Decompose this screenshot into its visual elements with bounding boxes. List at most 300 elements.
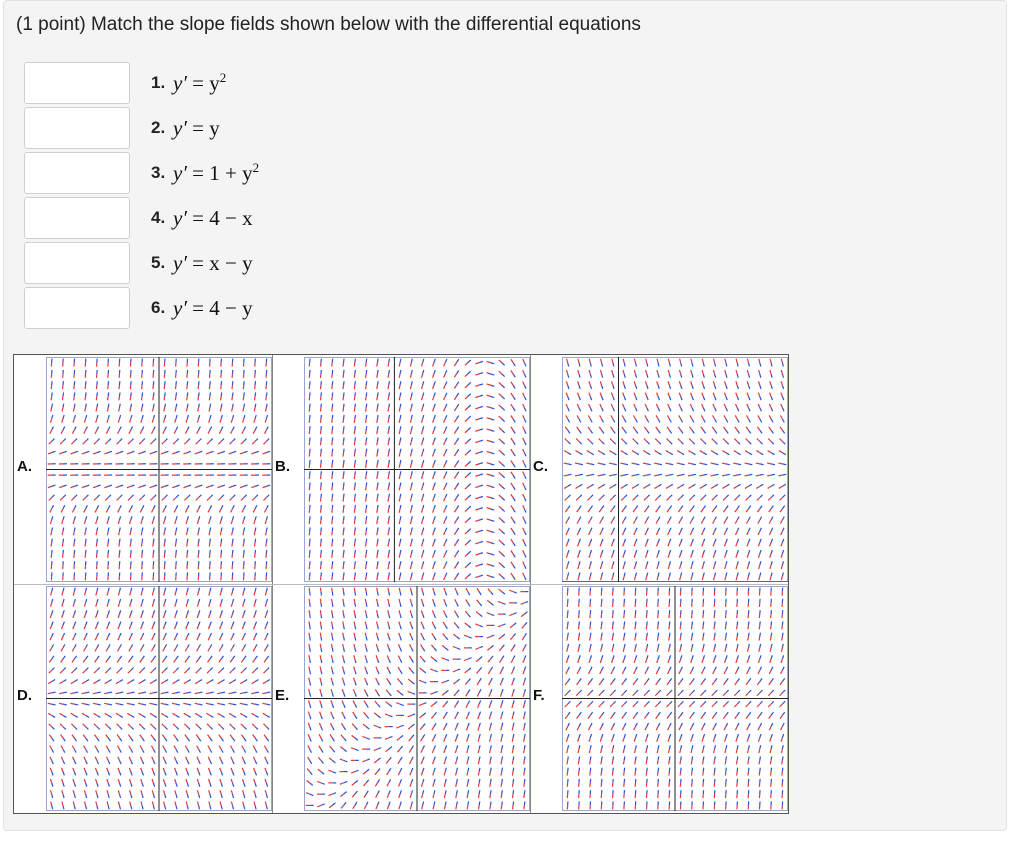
slope-segment (354, 621, 355, 625)
slope-segment (63, 404, 64, 408)
slope-segment (165, 692, 169, 693)
slope-segment (400, 539, 401, 543)
slope-segment (104, 703, 108, 704)
slope-segment (130, 408, 131, 412)
slope-segment (51, 543, 52, 547)
slope-segment (97, 704, 101, 705)
slope-segment (377, 561, 378, 565)
slope-segment (310, 648, 311, 652)
slope-segment (586, 475, 590, 476)
slope-segment (343, 588, 344, 592)
slope-segment (63, 704, 67, 705)
slope-segment (175, 543, 176, 547)
slope-segment (221, 692, 225, 693)
equation-number: 6. (151, 298, 166, 317)
equation-number: 2. (151, 118, 166, 137)
slope-segment (86, 527, 87, 531)
slope-segment (748, 768, 749, 772)
slope-segment (142, 527, 143, 531)
slope-segment (478, 794, 479, 798)
slope-segment (366, 374, 367, 378)
slope-segment (355, 449, 356, 453)
slope-segment (354, 498, 355, 502)
slope-segment (677, 475, 681, 476)
slope-segment (354, 576, 355, 580)
slope-segment (221, 543, 222, 547)
slope-segment (198, 543, 199, 547)
slope-segment (344, 561, 345, 565)
slope-segment (502, 768, 503, 772)
slope-segment (457, 801, 458, 805)
slope-segment (703, 464, 707, 465)
slope-segment (355, 572, 356, 576)
slope-segment (70, 693, 74, 694)
slope-segment (195, 703, 199, 704)
slope-segment (343, 509, 344, 513)
slope-segment (388, 475, 389, 479)
slope-field-grid (13, 354, 789, 814)
slope-segment (725, 637, 726, 641)
slope-segment (377, 592, 378, 596)
slope-segment (623, 637, 624, 641)
slope-segment (164, 531, 165, 535)
slope-segment (759, 760, 760, 764)
slope-segment (646, 772, 647, 776)
slope-segment (389, 592, 390, 596)
slope-segment (760, 474, 764, 475)
slope-segment (63, 539, 64, 543)
slope-segment (759, 637, 760, 641)
slope-segment (142, 704, 146, 705)
slope-segment (366, 396, 367, 400)
slope-segment (377, 419, 378, 423)
slope-segment (187, 404, 188, 408)
slope-segment (722, 463, 726, 464)
slope-segment (726, 474, 730, 475)
slope-segment (377, 449, 378, 453)
slope-segment (243, 531, 244, 535)
slope-segment (310, 637, 311, 641)
slope-segment (142, 392, 143, 396)
slope-segment (320, 621, 321, 625)
equation-rhs: = y (192, 71, 220, 95)
slope-segment (692, 474, 696, 475)
slope-segment (344, 527, 345, 531)
slope-segment (388, 498, 389, 502)
slope-segment (377, 460, 378, 464)
slope-segment (85, 408, 86, 412)
slope-segment (703, 637, 704, 641)
slope-segment (388, 520, 389, 524)
answer-input-2[interactable] (24, 107, 130, 149)
slope-segment (366, 419, 367, 423)
slope-segment (108, 396, 109, 400)
slope-field-cell-b (272, 355, 530, 584)
slope-segment (355, 370, 356, 374)
slope-segment (240, 693, 244, 694)
slope-segment (590, 772, 591, 776)
slope-segment (354, 565, 355, 569)
slope-segment (221, 704, 225, 705)
slope-segment (232, 531, 233, 535)
slope-segment (782, 474, 786, 475)
slope-segment (343, 464, 344, 468)
equation-number: 1. (151, 73, 166, 92)
answer-input-3[interactable] (24, 152, 130, 194)
answer-input-5[interactable] (24, 242, 130, 284)
slope-segment (567, 760, 568, 764)
slope-segment (366, 565, 367, 569)
slope-segment (210, 404, 211, 408)
slope-segment (51, 408, 52, 412)
slope-segment (48, 693, 52, 694)
slope-segment (344, 426, 345, 430)
slope-segment (199, 404, 200, 408)
slope-segment (195, 693, 199, 694)
slope-segment (677, 463, 681, 464)
slope-segment (153, 692, 157, 693)
slope-segment (262, 693, 266, 694)
slope-segment (760, 768, 761, 772)
slope-segment (399, 509, 400, 513)
slope-segment (478, 783, 479, 787)
slope-segment (176, 704, 180, 705)
slope-segment (748, 633, 749, 637)
slope-segment (73, 408, 74, 412)
slope-segment (726, 464, 730, 465)
slope-segment (187, 543, 188, 547)
slope-segment (343, 576, 344, 580)
slope-segment (366, 498, 367, 502)
slope-segment (767, 475, 771, 476)
slope-segment (165, 704, 169, 705)
slope-segment (232, 704, 236, 705)
slope-segment (210, 704, 214, 705)
slope-segment (389, 527, 390, 531)
slope-segment (355, 359, 356, 363)
answer-input-1[interactable] (24, 62, 130, 104)
slope-segment (310, 625, 311, 629)
slope-segment (400, 449, 401, 453)
slope-segment (725, 625, 726, 629)
slope-segment (366, 404, 367, 408)
slope-segment (142, 539, 143, 543)
slope-segment (699, 475, 703, 476)
slope-segment (172, 703, 176, 704)
answer-input-6[interactable] (24, 287, 130, 329)
slope-segment (579, 464, 583, 465)
slope-segment (564, 463, 568, 464)
slope-segment (97, 539, 98, 543)
slope-segment (354, 588, 355, 592)
equation-number: 4. (151, 208, 166, 227)
slope-field-c (562, 357, 788, 582)
slope-segment (389, 437, 390, 441)
slope-segment (703, 474, 707, 475)
slope-segment (52, 404, 53, 408)
slope-segment (199, 692, 203, 693)
slope-segment (771, 633, 772, 637)
slope-segment (715, 464, 719, 465)
slope-segment (309, 599, 310, 603)
slope-segment (63, 527, 64, 531)
slope-segment (524, 734, 525, 738)
slope-segment (343, 565, 344, 569)
slope-segment (86, 404, 87, 408)
slope-segment (377, 437, 378, 441)
slope-segment (217, 703, 221, 704)
slope-segment (613, 474, 617, 475)
slope-segment (355, 516, 356, 520)
slope-segment (513, 745, 514, 749)
slope-segment (377, 430, 378, 434)
slope-segment (501, 783, 502, 787)
slope-segment (354, 475, 355, 479)
slope-segment (332, 614, 333, 618)
slope-segment (445, 801, 446, 805)
slope-segment (524, 727, 525, 731)
slope-field-cell-d (14, 584, 272, 813)
slope-segment (366, 430, 367, 434)
slope-segment (377, 520, 378, 524)
slope-segment (82, 703, 86, 704)
slope-segment (108, 543, 109, 547)
slope-segment (524, 790, 525, 794)
slope-segment (321, 592, 322, 596)
slope-segment (688, 475, 692, 476)
slope-segment (119, 404, 120, 408)
slope-segment (355, 426, 356, 430)
slope-segment (688, 463, 692, 464)
slope-segment (97, 692, 101, 693)
slope-segment (266, 704, 270, 705)
slope-segment (502, 756, 503, 760)
slope-segment (343, 554, 344, 558)
slope-segment (692, 768, 693, 772)
slope-segment (377, 543, 378, 547)
slope-segment (578, 637, 579, 641)
slope-segment (107, 408, 108, 412)
slope-segment (467, 794, 468, 798)
slope-segment (130, 396, 131, 400)
slope-segment (782, 756, 783, 760)
slope-segment (365, 588, 366, 592)
slope-segment (119, 539, 120, 543)
slope-segment (579, 768, 580, 772)
slope-segment (266, 404, 267, 408)
slope-segment (229, 693, 233, 694)
slope-segment (366, 363, 367, 367)
slope-segment (512, 783, 513, 787)
slope-segment (108, 392, 109, 396)
slope-segment (355, 471, 356, 475)
equation-text (173, 250, 253, 276)
slope-segment (310, 603, 311, 607)
slope-segment (400, 370, 401, 374)
slope-segment (771, 464, 775, 465)
equation-lhs: y′ (173, 161, 187, 185)
slope-segment (490, 801, 491, 805)
slope-segment (703, 760, 704, 764)
slope-segment (737, 768, 738, 772)
slope-segment (490, 768, 491, 772)
slope-segment (343, 430, 344, 434)
slope-segment (141, 408, 142, 412)
slope-segment (119, 704, 123, 705)
slope-segment (153, 404, 154, 408)
slope-segment (355, 561, 356, 565)
slope-segment (669, 760, 670, 764)
slope-segment (657, 637, 658, 641)
slope-segment (343, 363, 344, 367)
slope-segment (97, 527, 98, 531)
slope-segment (344, 471, 345, 475)
slope-segment (309, 610, 310, 614)
slope-segment (344, 437, 345, 441)
slope-segment (389, 539, 390, 543)
slope-segment (199, 539, 200, 543)
slope-segment (388, 441, 389, 445)
slope-segment (624, 464, 628, 465)
slope-segment (344, 460, 345, 464)
slope-segment (74, 527, 75, 531)
slope-segment (266, 396, 267, 400)
slope-segment (726, 633, 727, 637)
slope-segment (748, 760, 749, 764)
slope-segment (344, 415, 345, 419)
slope-segment (377, 527, 378, 531)
slope-segment (714, 637, 715, 641)
slope-segment (524, 768, 525, 772)
slope-segment (354, 509, 355, 513)
slope-segment (388, 408, 389, 412)
slope-segment (680, 772, 681, 776)
slope-segment (669, 621, 670, 625)
slope-segment (524, 805, 525, 809)
slope-segment (255, 704, 259, 705)
slope-segment (399, 576, 400, 580)
equation-text (173, 295, 253, 321)
slope-segment (187, 396, 188, 400)
slope-segment (736, 760, 737, 764)
slope-field-cell-a (14, 355, 272, 584)
slope-segment (149, 703, 153, 704)
slope-segment (244, 527, 245, 531)
slope-segment (232, 392, 233, 396)
slope-segment (647, 474, 651, 475)
slope-segment (74, 539, 75, 543)
slope-segment (243, 408, 244, 412)
slope-segment (355, 494, 356, 498)
slope-segment (85, 396, 86, 400)
slope-segment (131, 527, 132, 531)
slope-segment (183, 703, 187, 704)
slope-segment (399, 419, 400, 423)
slope-segment (388, 464, 389, 468)
slope-segment (244, 539, 245, 543)
slope-segment (612, 637, 613, 641)
slope-segment (377, 453, 378, 457)
slope-segment (388, 419, 389, 423)
slope-segment (366, 437, 367, 441)
slope-segment (354, 531, 355, 535)
slope-segment (715, 474, 719, 475)
slope-segment (187, 392, 188, 396)
slope-segment (399, 543, 400, 547)
equation-exponent: 2 (219, 70, 227, 85)
slope-segment (490, 805, 491, 809)
slope-segment (389, 381, 390, 385)
slope-segment (400, 415, 401, 419)
slope-segment (62, 531, 63, 535)
slope-segment (320, 633, 321, 637)
slope-segment (354, 408, 355, 412)
slope-segment (366, 505, 367, 509)
slope-segment (399, 464, 400, 468)
slope-segment (86, 704, 90, 705)
slope-segment (210, 392, 211, 396)
slope-segment (127, 703, 131, 704)
slope-segment (74, 543, 75, 547)
slope-segment (262, 703, 266, 704)
slope-segment (331, 633, 332, 637)
slope-segment (366, 509, 367, 513)
slope-segment (86, 539, 87, 543)
slope-segment (377, 539, 378, 543)
slope-segment (646, 637, 647, 641)
slope-segment (251, 693, 255, 694)
slope-segment (782, 768, 783, 772)
slope-segment (198, 408, 199, 412)
slope-segment (692, 633, 693, 637)
slope-segment (119, 408, 120, 412)
slope-segment (377, 374, 378, 378)
slope-segment (183, 693, 187, 694)
slope-segment (332, 599, 333, 603)
slope-segment (354, 599, 355, 603)
slope-segment (266, 531, 267, 535)
slope-segment (388, 374, 389, 378)
answer-input-4[interactable] (24, 197, 130, 239)
slope-segment (176, 692, 180, 693)
slope-segment (524, 745, 525, 749)
equation-lhs: y′ (173, 206, 187, 230)
slope-segment (355, 381, 356, 385)
slope-segment (138, 693, 142, 694)
slope-segment (210, 692, 214, 693)
slope-segment (586, 463, 590, 464)
slope-segment (206, 703, 210, 704)
slope-segment (692, 756, 693, 760)
slope-segment (366, 572, 367, 576)
slope-segment (377, 426, 378, 430)
slope-segment (377, 509, 378, 513)
slope-segment (366, 516, 367, 520)
slope-segment (377, 381, 378, 385)
slope-segment (388, 430, 389, 434)
slope-segment (187, 527, 188, 531)
slope-segment (711, 475, 715, 476)
slope-segment (176, 527, 177, 531)
slope-segment (377, 550, 378, 554)
slope-segment (760, 464, 764, 465)
slope-segment (355, 539, 356, 543)
slope-segment (355, 404, 356, 408)
slope-segment (199, 527, 200, 531)
equation-rhs: = 4 − x (192, 206, 253, 230)
slope-segment (131, 404, 132, 408)
slope-segment (389, 561, 390, 565)
